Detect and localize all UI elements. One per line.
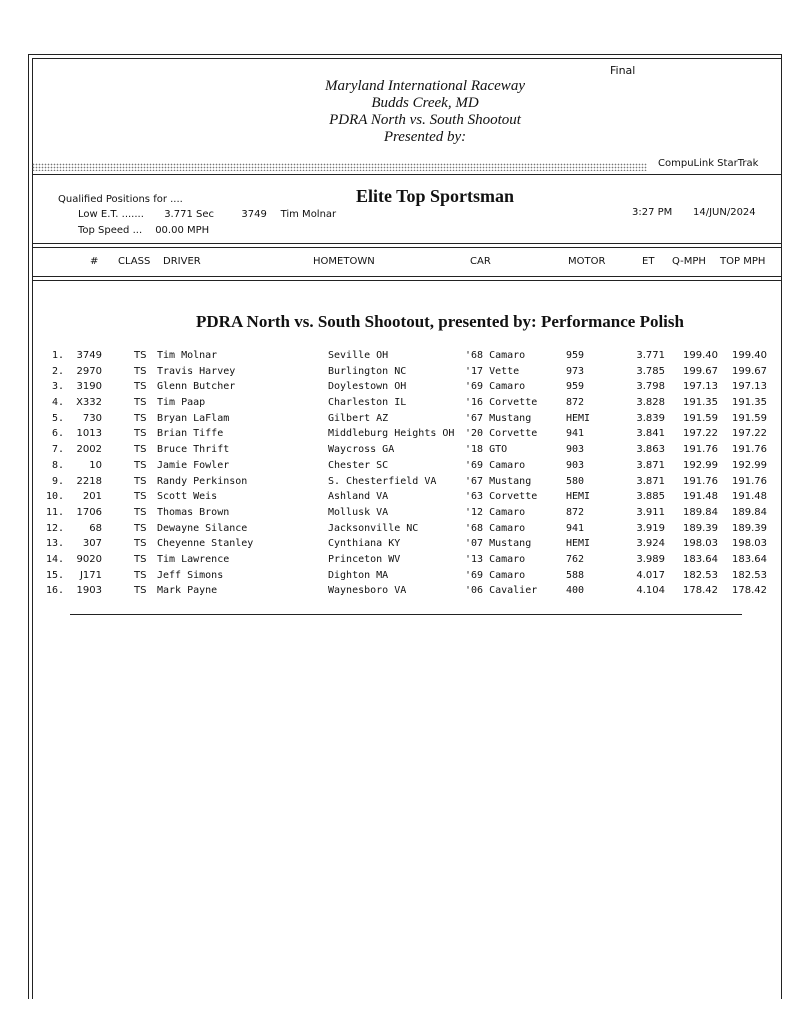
cell-top-mph: 192.99 <box>732 459 767 471</box>
col-header-hometown: HOMETOWN <box>313 256 375 267</box>
cell-et: 3.919 <box>636 522 665 534</box>
table-row <box>0 583 800 599</box>
cell-motor: HEMI <box>566 538 591 550</box>
cell-qualifying-mph: 189.39 <box>683 522 718 534</box>
cell-top-mph: 178.42 <box>732 585 767 597</box>
cell-car-number: 307 <box>82 538 102 550</box>
cell-position: 12. <box>45 522 64 534</box>
cell-driver: Tim Paap <box>157 397 206 409</box>
cell-qualifying-mph: 191.48 <box>683 491 718 503</box>
cell-qualifying-mph: 191.76 <box>683 444 718 456</box>
table-end-rule <box>70 614 742 615</box>
cell-position: 1. <box>51 350 64 361</box>
cell-hometown: Mollusk VA <box>328 506 389 518</box>
cell-top-mph: 189.84 <box>732 506 767 518</box>
frame-top-inner <box>32 58 782 59</box>
cell-hometown: Waycross GA <box>328 444 395 456</box>
divider-line <box>32 280 782 281</box>
cell-car: '13 Camaro <box>465 553 526 565</box>
cell-car: '67 Mustang <box>465 412 532 424</box>
low-et-label: Low E.T. ....... <box>78 209 144 220</box>
cell-qualifying-mph: 183.64 <box>683 553 718 565</box>
qualified-label: Qualified Positions for .... <box>58 194 183 205</box>
cell-qualifying-mph: 199.40 <box>683 350 718 361</box>
cell-car: '16 Corvette <box>465 397 538 409</box>
cell-et: 3.798 <box>636 381 665 393</box>
cell-et: 3.871 <box>636 475 665 487</box>
cell-class: TS <box>134 459 147 471</box>
cell-position: 13. <box>45 538 64 550</box>
cell-motor: 588 <box>566 569 585 581</box>
table-row <box>0 364 800 380</box>
cell-qualifying-mph: 198.03 <box>683 538 718 550</box>
cell-top-mph: 182.53 <box>732 569 767 581</box>
cell-car: '07 Mustang <box>465 538 532 550</box>
table-row <box>0 379 800 395</box>
cell-driver: Cheyenne Stanley <box>157 538 254 550</box>
cell-driver: Travis Harvey <box>157 365 236 377</box>
cell-position: 2. <box>51 365 64 377</box>
cell-car-number: 1903 <box>76 585 102 597</box>
cell-qualifying-mph: 192.99 <box>683 459 718 471</box>
low-et-driver: Tim Molnar <box>280 209 337 220</box>
cell-hometown: Burlington NC <box>328 365 407 377</box>
cell-car-number: 9020 <box>76 553 102 565</box>
cell-top-mph: 199.67 <box>732 365 767 377</box>
col-header-et: ET <box>642 256 655 267</box>
cell-motor: 959 <box>566 350 585 361</box>
cell-position: 15. <box>45 569 64 581</box>
cell-et: 3.841 <box>636 428 665 440</box>
table-row <box>0 348 800 364</box>
cell-hometown: Princeton WV <box>328 553 401 565</box>
cell-qualifying-mph: 191.59 <box>683 412 718 424</box>
cell-car-number: 2218 <box>76 475 102 487</box>
cell-et: 3.871 <box>636 459 665 471</box>
cell-class: TS <box>134 506 147 518</box>
table-row <box>0 411 800 427</box>
cell-driver: Bryan LaFlam <box>157 412 230 424</box>
status-label: Final <box>610 64 636 77</box>
cell-position: 4. <box>51 397 64 409</box>
cell-driver: Thomas Brown <box>157 506 230 518</box>
class-title: Elite Top Sportsman <box>355 186 515 206</box>
table-row <box>0 395 800 411</box>
cell-motor: 872 <box>566 506 585 518</box>
cell-hometown: Jacksonville NC <box>328 522 419 534</box>
cell-et: 3.785 <box>636 365 665 377</box>
col-header-car: CAR <box>470 256 491 267</box>
cell-motor: 872 <box>566 397 585 409</box>
run-date: 14/JUN/2024 <box>693 207 756 218</box>
cell-car: '20 Corvette <box>465 428 538 440</box>
cell-position: 11. <box>45 506 64 518</box>
run-time: 3:27 PM <box>632 207 673 218</box>
cell-car-number: X332 <box>76 397 102 409</box>
cell-class: TS <box>134 538 147 550</box>
divider-line <box>32 243 782 244</box>
cell-class: TS <box>134 397 147 409</box>
cell-et: 3.911 <box>636 506 665 518</box>
cell-class: TS <box>134 444 147 456</box>
low-et-car: 3749 <box>241 209 267 220</box>
frame-top-outer <box>28 54 782 55</box>
cell-car: '67 Mustang <box>465 475 532 487</box>
cell-driver: Mark Payne <box>157 585 218 597</box>
cell-qualifying-mph: 197.13 <box>683 381 718 393</box>
col-header-motor: MOTOR <box>568 256 606 267</box>
event-title: PDRA North vs. South Shootout, presented by: Performance Polish <box>196 312 684 331</box>
cell-et: 3.839 <box>636 412 665 424</box>
divider-line <box>32 276 782 277</box>
cell-top-mph: 191.35 <box>732 397 767 409</box>
cell-class: TS <box>134 428 147 440</box>
cell-hometown: Chester SC <box>328 459 389 471</box>
cell-motor: 941 <box>566 522 585 534</box>
cell-class: TS <box>134 553 147 565</box>
low-et-value: 3.771 Sec <box>164 209 214 220</box>
cell-et: 3.989 <box>636 553 665 565</box>
cell-motor: HEMI <box>566 491 591 503</box>
cell-car: '18 GTO <box>465 444 508 456</box>
cell-motor: 762 <box>566 553 585 565</box>
results-table <box>0 348 800 599</box>
cell-top-mph: 198.03 <box>732 538 767 550</box>
divider-line <box>32 247 782 248</box>
cell-qualifying-mph: 197.22 <box>683 428 718 440</box>
cell-qualifying-mph: 189.84 <box>683 506 718 518</box>
table-row <box>0 474 800 490</box>
cell-car-number: 2970 <box>76 365 102 377</box>
cell-class: TS <box>134 491 147 503</box>
cell-car: '63 Corvette <box>465 491 538 503</box>
cell-top-mph: 191.76 <box>732 444 767 456</box>
table-row <box>0 505 800 521</box>
cell-driver: Jeff Simons <box>157 569 224 581</box>
cell-qualifying-mph: 191.35 <box>683 397 718 409</box>
cell-et: 3.885 <box>636 491 665 503</box>
cell-car-number: 10 <box>89 459 102 471</box>
cell-hometown: Waynesboro VA <box>328 585 407 597</box>
table-row <box>0 536 800 552</box>
cell-qualifying-mph: 178.42 <box>683 585 718 597</box>
col-header-driver: DRIVER <box>163 256 201 267</box>
col-header-topmph: TOP MPH <box>720 256 766 267</box>
cell-car-number: 3190 <box>76 381 102 393</box>
event-name: PDRA North vs. South Shootout <box>329 112 521 128</box>
top-speed-label: Top Speed ... <box>78 225 143 236</box>
cell-car: '17 Vette <box>465 365 520 377</box>
top-speed-line <box>78 225 209 236</box>
cell-car-number: 730 <box>82 412 102 424</box>
cell-et: 3.828 <box>636 397 665 409</box>
divider-line <box>32 174 782 175</box>
cell-car: '12 Camaro <box>465 506 526 518</box>
cell-motor: 941 <box>566 428 585 440</box>
cell-motor: 400 <box>566 585 585 597</box>
cell-car: '68 Camaro <box>465 350 526 361</box>
cell-class: TS <box>134 522 147 534</box>
cell-car: '69 Camaro <box>465 381 526 393</box>
cell-motor: HEMI <box>566 412 591 424</box>
track-name: Maryland International Raceway <box>325 78 525 94</box>
cell-et: 4.017 <box>636 569 665 581</box>
cell-position: 10. <box>45 491 64 503</box>
cell-car-number: 1706 <box>76 506 102 518</box>
cell-hometown: Middleburg Heights OH <box>328 428 455 440</box>
cell-class: TS <box>134 585 147 597</box>
cell-car: '06 Cavalier <box>465 585 538 597</box>
cell-position: 14. <box>45 553 64 565</box>
cell-position: 9. <box>51 475 64 487</box>
table-row <box>0 552 800 568</box>
cell-top-mph: 189.39 <box>732 522 767 534</box>
cell-position: 8. <box>51 459 64 471</box>
cell-hometown: Ashland VA <box>328 491 389 503</box>
cell-driver: Glenn Butcher <box>157 381 236 393</box>
cell-car: '68 Camaro <box>465 522 526 534</box>
col-header-class: CLASS <box>118 256 151 267</box>
system-label: CompuLink StarTrak <box>658 158 759 169</box>
table-row <box>0 568 800 584</box>
cell-motor: 903 <box>566 444 585 456</box>
cell-driver: Tim Lawrence <box>157 553 230 565</box>
cell-motor: 959 <box>566 381 585 393</box>
cell-car-number: 2002 <box>76 444 102 456</box>
cell-position: 6. <box>51 428 64 440</box>
cell-motor: 903 <box>566 459 585 471</box>
cell-class: TS <box>134 365 147 377</box>
cell-driver: Dewayne Silance <box>157 522 248 534</box>
cell-et: 3.771 <box>636 350 665 361</box>
cell-et: 3.863 <box>636 444 665 456</box>
cell-top-mph: 191.76 <box>732 475 767 487</box>
cell-position: 3. <box>51 381 64 393</box>
cell-driver: Jamie Fowler <box>157 459 230 471</box>
low-et-line <box>78 209 336 220</box>
cell-top-mph: 191.59 <box>732 412 767 424</box>
cell-class: TS <box>134 350 147 361</box>
cell-qualifying-mph: 191.76 <box>683 475 718 487</box>
cell-motor: 580 <box>566 475 585 487</box>
table-row <box>0 442 800 458</box>
table-row <box>0 521 800 537</box>
cell-driver: Brian Tiffe <box>157 428 224 440</box>
cell-car-number: 68 <box>89 522 102 534</box>
table-row <box>0 489 800 505</box>
cell-hometown: Dighton MA <box>328 569 389 581</box>
cell-driver: Randy Perkinson <box>157 475 248 487</box>
presented-by: Presented by: <box>383 129 467 145</box>
cell-hometown: S. Chesterfield VA <box>328 475 437 487</box>
cell-motor: 973 <box>566 365 585 377</box>
cell-car: '69 Camaro <box>465 459 526 471</box>
cell-hometown: Seville OH <box>328 350 389 361</box>
cell-class: TS <box>134 381 147 393</box>
cell-hometown: Charleston IL <box>328 397 407 409</box>
cell-top-mph: 197.13 <box>732 381 767 393</box>
cell-position: 7. <box>51 444 64 456</box>
cell-car-number: 3749 <box>76 350 102 361</box>
cell-top-mph: 183.64 <box>732 553 767 565</box>
col-header-num: # <box>90 256 99 267</box>
cell-hometown: Cynthiana KY <box>328 538 401 550</box>
cell-driver: Scott Weis <box>157 491 218 503</box>
report-header <box>250 78 600 146</box>
table-row <box>0 426 800 442</box>
track-location: Budds Creek, MD <box>371 95 479 111</box>
table-row <box>0 458 800 474</box>
cell-hometown: Doylestown OH <box>328 381 407 393</box>
cell-car-number: J171 <box>79 569 102 581</box>
cell-qualifying-mph: 199.67 <box>683 365 718 377</box>
cell-et: 3.924 <box>636 538 665 550</box>
cell-class: TS <box>134 569 147 581</box>
cell-class: TS <box>134 475 147 487</box>
cell-car-number: 1013 <box>76 428 102 440</box>
cell-car-number: 201 <box>82 491 102 503</box>
cell-driver: Tim Molnar <box>157 350 218 361</box>
cell-position: 5. <box>51 412 64 424</box>
dotted-separator <box>32 163 647 171</box>
cell-car: '69 Camaro <box>465 569 526 581</box>
cell-hometown: Gilbert AZ <box>328 412 389 424</box>
cell-top-mph: 199.40 <box>732 350 767 361</box>
cell-et: 4.104 <box>636 585 665 597</box>
cell-position: 16. <box>45 585 64 597</box>
cell-driver: Bruce Thrift <box>157 444 230 456</box>
cell-qualifying-mph: 182.53 <box>683 569 718 581</box>
cell-class: TS <box>134 412 147 424</box>
col-header-qmph: Q-MPH <box>672 256 706 267</box>
cell-top-mph: 197.22 <box>732 428 767 440</box>
cell-top-mph: 191.48 <box>732 491 767 503</box>
top-speed-value: 00.00 MPH <box>155 225 210 236</box>
